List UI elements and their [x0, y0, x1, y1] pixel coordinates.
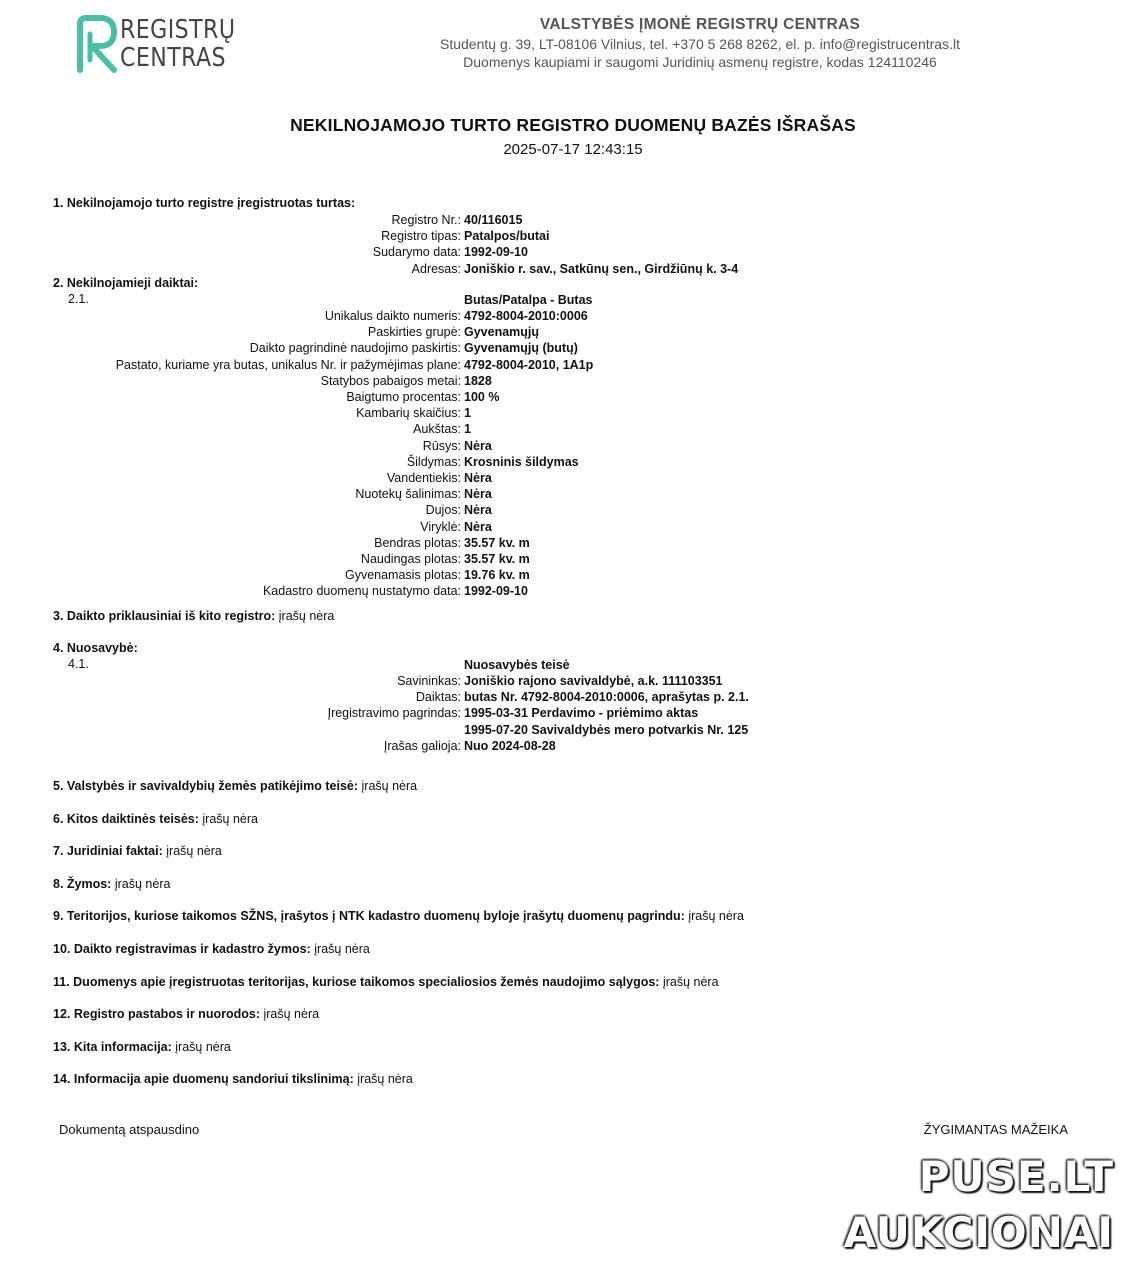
- field-label: Statybos pabaigos metai:: [320, 373, 461, 388]
- field-label: Unikalus daikto numeris:: [324, 309, 461, 323]
- section-3: 3. Daikto priklausiniai iš kito registro: įrašų nėra: [53, 609, 335, 623]
- field-label: Bendras plotas:: [374, 535, 461, 550]
- field-value: 35.57 kv. m: [464, 535, 530, 550]
- logo-line-1: REGISTRŲ: [120, 15, 236, 45]
- section-1-title: 1. Nekilnojamojo turto registre įregistruotas turtas:: [53, 196, 356, 210]
- field-label: Savininkas:: [397, 674, 461, 688]
- field-label: Registro Nr.:: [391, 213, 461, 227]
- company-address: Studentų g. 39, LT-08106 Vilnius, tel. +370 5 268 8262, el. p. info@registrucentras.lt: [440, 36, 960, 52]
- logo-line-2: CENTRAS: [120, 43, 227, 73]
- field-label: Baigtumo procentas:: [346, 390, 461, 404]
- field-value: Nėra: [464, 487, 492, 502]
- field-value: Nėra: [464, 438, 492, 453]
- field-label: Rūsys:: [422, 438, 461, 453]
- section-5: 5. Valstybės ir savivaldybių žemės patikėjimo teisė: įrašų nėra: [53, 779, 418, 793]
- field-value: Gyvenamųjų (butų): [464, 341, 578, 356]
- registru-centras-logo: [74, 14, 249, 76]
- field-value: 40/116015: [464, 213, 523, 227]
- document-datetime: 2025-07-17 12:43:15: [503, 141, 643, 158]
- field-label: Viryklė:: [420, 519, 461, 534]
- section-2-item-number: 2.1.: [68, 292, 89, 306]
- watermark-line-2: AUKCIONAI: [843, 1208, 1114, 1257]
- section-11: 11. Duomenys apie įregistruotas teritorijas, kuriose taikomos specialiosios žemės naudojimo sąlygos: įrašų nėra: [53, 974, 719, 989]
- field-value: 1: [464, 406, 471, 421]
- company-register-note: Duomenys kaupiami ir saugomi Juridinių asmenų registre, kodas 124110246: [463, 54, 937, 70]
- section-7: 7. Juridiniai faktai: įrašų nėra: [53, 844, 222, 859]
- section-10: 10. Daikto registravimas ir kadastro žymos: įrašų nėra: [53, 942, 370, 956]
- field-value: butas Nr. 4792-8004-2010:0006, aprašytas p. 2.1.: [464, 690, 749, 705]
- field-label: Dujos:: [425, 503, 461, 518]
- field-value: 35.57 kv. m: [464, 552, 530, 566]
- field-value: 19.76 kv. m: [464, 568, 530, 583]
- section-2-title: 2. Nekilnojamieji daiktai:: [53, 276, 199, 290]
- section-4-title: 4. Nuosavybė:: [53, 641, 138, 655]
- section-12: 12. Registro pastabos ir nuorodos: įrašų nėra: [53, 1007, 320, 1022]
- field-label: Kambarių skaičius:: [356, 406, 461, 421]
- field-label: Gyvenamasis plotas:: [344, 568, 461, 583]
- field-value: 1992-09-10: [464, 245, 528, 260]
- field-value: Joniškio rajono savivaldybė, a.k. 111103351: [464, 674, 723, 688]
- section-13: 13. Kita informacija: įrašų nėra: [53, 1039, 231, 1054]
- field-label: Aukštas:: [413, 422, 461, 437]
- field-label: Daiktas:: [415, 690, 461, 705]
- field-value: 1995-03-31 Perdavimo - priėmimo aktas: [464, 706, 699, 721]
- field-value: Patalpos/butai: [464, 229, 550, 244]
- field-value: Gyvenamųjų: [464, 325, 540, 340]
- printed-by-name: ŽYGIMANTAS MAŽEIKA: [923, 1122, 1068, 1137]
- field-value: 1995-07-20 Savivaldybės mero potvarkis Nr. 125: [464, 722, 749, 737]
- field-value: Nuo 2024-08-28: [464, 738, 556, 753]
- company-info: [340, 16, 1060, 70]
- section-9: 9. Teritorijos, kuriose taikomos SŽNS, įrašytos į NTK kadastro duomenų byloje įrašytų duomenų pagrindu: įrašų nėra: [53, 909, 744, 924]
- field-value: Nėra: [464, 471, 492, 485]
- field-label: Nuotekų šalinimas:: [355, 487, 461, 502]
- field-value: 1: [464, 422, 471, 437]
- field-value: Nėra: [464, 519, 492, 534]
- field-value: 1828: [464, 373, 492, 388]
- section-4-item-number: 4.1.: [68, 657, 89, 671]
- section-6: 6. Kitos daiktinės teisės: įrašų nėra: [53, 811, 258, 826]
- field-value: Nėra: [464, 503, 492, 518]
- field-label: Įrašas galioja:: [383, 738, 461, 753]
- field-value: 100 %: [464, 390, 500, 404]
- field-label: Šildymas:: [406, 454, 461, 469]
- field-value: 4792-8004-2010:0006: [464, 309, 588, 323]
- field-value: 4792-8004-2010, 1A1p: [464, 357, 594, 372]
- section-8: 8. Žymos: įrašų nėra: [53, 876, 171, 891]
- company-name: VALSTYBĖS ĮMONĖ REGISTRŲ CENTRAS: [539, 16, 861, 33]
- field-value: Joniškio r. sav., Satkūnų sen., Girdžiūnų k. 3-4: [464, 261, 739, 276]
- field-value: 1992-09-10: [464, 584, 528, 599]
- logo-wordmark: [120, 16, 235, 72]
- document-title: NEKILNOJAMOJO TURTO REGISTRO DUOMENŲ BAZĖS IŠRAŠAS: [290, 115, 856, 135]
- field-label: Kadastro duomenų nustatymo data:: [262, 584, 461, 599]
- section-14: 14. Informacija apie duomenų sandoriui tikslinimą: įrašų nėra: [53, 1072, 413, 1087]
- field-label: Paskirties grupė:: [367, 325, 461, 340]
- field-label: Naudingas plotas:: [360, 552, 461, 566]
- field-label: Adresas:: [411, 261, 461, 276]
- field-label: Vandentiekis:: [386, 471, 461, 485]
- field-label: Įregistravimo pagrindas:: [327, 706, 461, 721]
- field-label: Pastato, kuriame yra butas, unikalus Nr. ir pažymėjimas plane:: [115, 357, 461, 372]
- printed-by-label: Dokumentą atspausdino: [59, 1122, 200, 1137]
- logo-r-icon: [74, 14, 120, 74]
- field-label: Registro tipas:: [381, 229, 461, 244]
- watermark-line-1: PUSE.LT: [918, 1152, 1114, 1201]
- field-value: Krosninis šildymas: [464, 454, 579, 469]
- field-label: Daikto pagrindinė naudojimo paskirtis:: [249, 341, 461, 356]
- field-label: Sudarymo data:: [372, 245, 461, 260]
